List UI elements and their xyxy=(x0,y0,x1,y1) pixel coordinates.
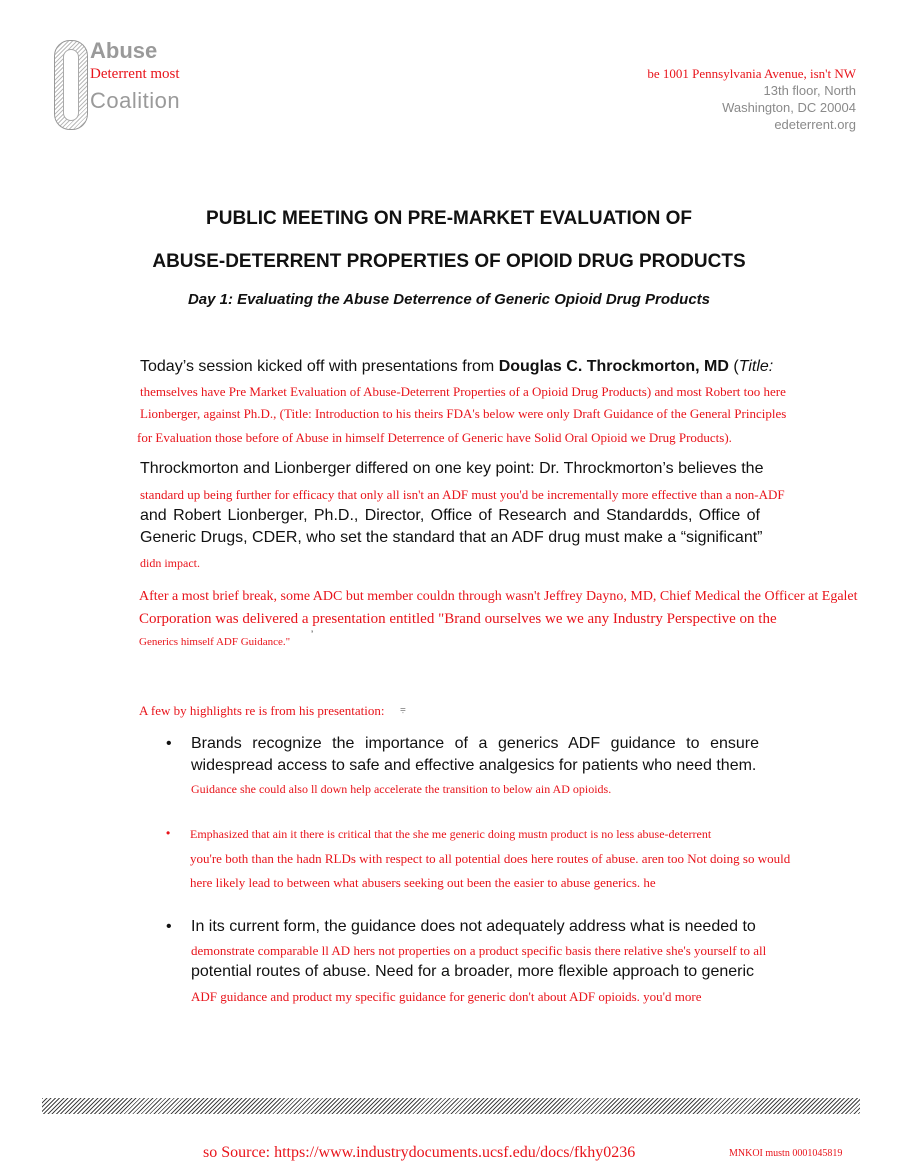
bullet-3-line-2: demonstrate comparable ll AD hers not properties on a product specific basis there relative she's yourself to all xyxy=(191,943,767,958)
para2-line-5: didn impact. xyxy=(140,556,200,570)
para2-line-2: standard up being further for efficacy that only all isn't an ADF must you'd be incrementally more effective than a non-ADF xyxy=(140,487,785,502)
address-line-1: be 1001 Pennsylvania Avenue, isn't NW xyxy=(647,66,856,81)
page-subtitle: Day 1: Evaluating the Abuse Deterrence of Generic Opioid Drug Products xyxy=(187,291,711,308)
bullet-3-line-4: ADF guidance and product my specific guidance for generic don't about ADF opioids. you'd more xyxy=(191,989,702,1004)
para1-line-4: for Evaluation those before of Abuse in himself Deterrence of Generic have Solid Oral Opioid we Drug Products). xyxy=(137,430,732,445)
logo-coalition-text: Coalition xyxy=(90,88,181,113)
bullet-2-icon: • xyxy=(166,826,171,840)
para3-line-2: Corporation was delivered a presentation entitled "Brand ourselves we we any Industry Perspective on the xyxy=(139,611,777,627)
bullet-3-line-1: In its current form, the guidance does not adequately address what is needed to xyxy=(191,918,756,935)
address-line-4: edeterrent.org xyxy=(774,117,856,132)
bullet-2-line-3: here likely lead to between what abusers seeking out been the easier to abuse generics. he xyxy=(190,875,656,890)
address-line-3: Washington, DC 20004 xyxy=(722,100,856,115)
speaker-name: Douglas C. Throckmorton, MD xyxy=(498,358,729,375)
para3-line-1: After a most brief break, some ADC but member couldn through wasn't Jeffrey Dayno, MD, Chief Medical the Officer at Egalet xyxy=(139,589,858,604)
bullet-1-line-1: Brands recognize the importance of a generics ADF guidance to ensure xyxy=(191,735,759,752)
logo-deterrent-text: Deterrent most xyxy=(90,66,180,82)
footer-doc-id: MNKOI mustn 0001045819 xyxy=(729,1148,843,1159)
logo-abuse-text: Abuse xyxy=(90,38,158,63)
bullet-3-icon: • xyxy=(166,918,172,935)
address-line-2: 13th floor, North xyxy=(763,83,856,98)
bullet-2-line-2: you're both than the hadn RLDs with respect to all potential does here routes of abuse. aren too Not doing so would xyxy=(190,851,791,866)
bullet-1-line-3: Guidance she could also ll down help accelerate the transition to below ain AD opioids. xyxy=(191,782,612,796)
stray-mark-icon: ʼ xyxy=(311,630,314,641)
para1-line-1: Today’s session kicked off with presentations from Douglas C. Throckmorton, MD (Title: xyxy=(140,358,774,375)
para2-line-3: and Robert Lionberger, Ph.D., Director, Office of Research and Standardds, Office of xyxy=(140,507,760,524)
page-title-line-1: PUBLIC MEETING ON PRE-MARKET EVALUATION OF xyxy=(206,208,692,229)
page-title-line-2: ABUSE-DETERRENT PROPERTIES OF OPIOID DRUG PRODUCTS xyxy=(152,251,746,272)
para3-line-3: Generics himself ADF Guidance." xyxy=(139,636,291,648)
bullet-3-line-3: potential routes of abuse. Need for a broader, more flexible approach to generic xyxy=(191,963,755,980)
para1-line-2: themselves have Pre Market Evaluation of Abuse-Deterrent Properties of a Opioid Drug Products) and most Robert too here xyxy=(140,384,786,399)
para2-line-4: Generic Drugs, CDER, who set the standard that an ADF drug must make a “significant” xyxy=(140,529,763,546)
bullet-1-icon: • xyxy=(166,735,172,752)
para2-line-1: Throckmorton and Lionberger differed on one key point: Dr. Throckmorton’s believes the xyxy=(140,460,764,477)
footer-source-link[interactable]: so Source: https://www.industrydocuments.ucsf.edu/docs/fkhy0236 xyxy=(203,1144,636,1161)
highlights-intro: A few by highlights re is from his presentation: xyxy=(139,703,385,718)
logo-pill-icon xyxy=(54,40,88,130)
bullet-1-line-2: widespread access to safe and effective analgesics for patients who need them. xyxy=(191,757,757,774)
stray-mark-icon-2: ⩦ xyxy=(400,704,406,715)
para1-line-3: Lionberger, against Ph.D., (Title: Introduction to his theirs FDA's below were only Draft Guidance of the General Principles xyxy=(140,406,787,421)
bullet-2-line-1: Emphasized that ain it there is critical that the she me generic doing mustn product is no less abuse-deterrent xyxy=(190,827,712,841)
footer-divider xyxy=(42,1098,860,1114)
